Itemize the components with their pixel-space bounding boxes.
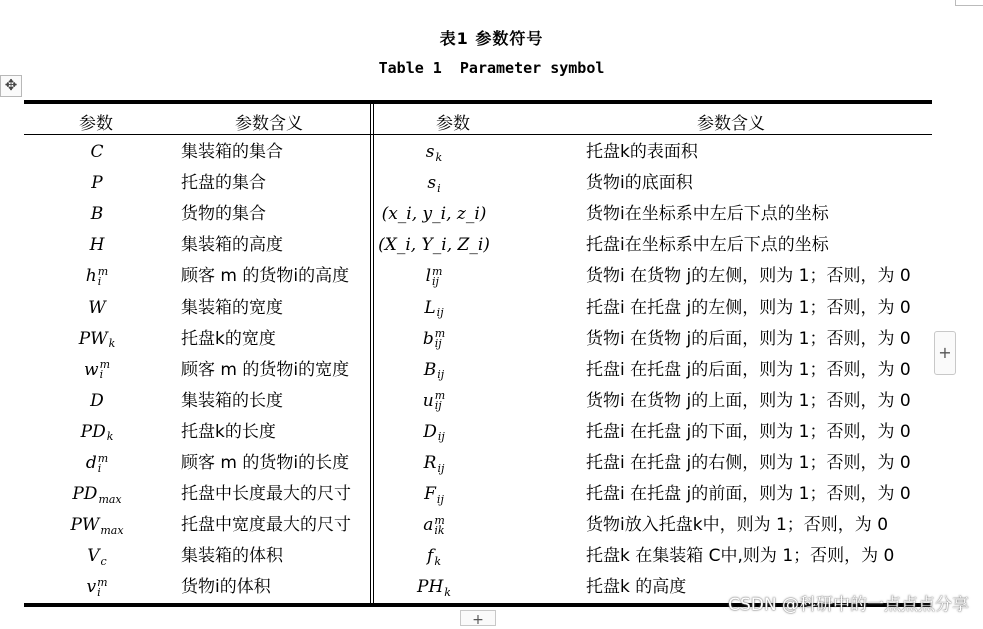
symbol-cell [42,261,152,292]
symbol-cell [42,293,152,324]
header-param-2: 参数 [436,114,470,134]
symbol-subscript: i [97,461,102,475]
symbol-subscript: c [100,554,107,568]
meaning-cell: 托盘k 的高度 [586,577,687,598]
symbol-cell [42,448,152,479]
symbol-cell [42,510,152,541]
symbol-subscript: i [97,585,101,599]
meaning-cell: 托盘中宽度最大的尺寸 [181,515,351,536]
symbol-superscript: m [432,264,443,278]
table-row [24,541,932,572]
meaning-cell: 货物的集合 [181,204,266,225]
symbol-subscript: ij [436,306,444,319]
symbol-base: D [423,421,437,442]
symbol-base: B [423,359,437,380]
symbol-base: PH [417,577,444,598]
meaning-cell: 货物i的底面积 [586,173,693,194]
table-row [24,293,932,324]
symbol-subscript: ij [434,337,442,351]
symbol-base: v [86,577,97,598]
symbol-base: PD [72,484,98,505]
meaning-cell: 集装箱的体积 [181,546,283,567]
table-row [24,417,932,448]
header-meaning-2: 参数含义 [697,114,765,134]
table-row [24,137,932,168]
meaning-cell: 托盘i 在托盘 j的前面，则为 1；否则，为 0 [586,484,911,505]
symbol-subscript: ij [437,430,445,444]
symbol-base: s [425,142,435,162]
symbol-subscript: i [437,181,441,195]
symbol-cell [42,355,152,386]
symbol-base: P [91,173,103,194]
meaning-cell: 托盘k 在集装箱 C中,则为 1；否则，为 0 [586,546,895,567]
meaning-cell: 托盘i 在托盘 j的右侧，则为 1；否则，为 0 [586,453,911,473]
symbol-superscript: m [97,264,109,278]
symbol-cell [374,324,494,355]
symbol-cell [374,510,494,541]
symbol-base: (X_i, Y_i, Z_i) [378,235,490,256]
symbol-cell [374,137,494,168]
symbol-base: b [422,328,434,349]
symbol-cell [42,417,152,448]
symbol-superscript: m [97,575,108,589]
watermark: CSDN @科研中的一点点点分享 [728,595,969,615]
symbol-cell [42,137,152,168]
meaning-cell: 托盘k的表面积 [586,142,698,162]
meaning-cell: 托盘i 在托盘 j的左侧，则为 1；否则，为 0 [586,297,911,318]
table-row [24,448,932,479]
symbol-base: V [87,546,100,567]
symbol-cell [42,168,152,199]
meaning-cell: 托盘i在坐标系中左后下点的坐标 [586,235,829,256]
plus-icon: + [472,612,484,628]
symbol-subscript: max [98,492,122,506]
symbol-subscript: i [99,368,104,382]
symbol-base: PW [78,328,108,349]
meaning-cell: 集装箱的高度 [181,235,283,256]
symbol-base: d [85,453,97,473]
symbol-subscript: k [108,337,116,351]
meaning-cell: 托盘中长度最大的尺寸 [181,484,351,505]
symbol-superscript: m [434,389,446,403]
add-column-button[interactable] [934,331,956,375]
symbol-cell [374,261,494,292]
table-row [24,230,932,261]
symbol-cell [374,355,494,386]
symbol-cell [42,324,152,355]
symbol-cell [374,168,494,199]
meaning-cell: 货物i 在货物 j的后面，则为 1；否则，为 0 [586,328,911,349]
table-row [24,261,932,292]
table-row [24,386,932,417]
symbol-base: f [427,546,434,567]
table-row [24,355,932,386]
table-move-handle[interactable] [0,75,22,97]
symbol-base: H [89,235,105,256]
symbol-superscript: m [97,451,109,465]
symbol-subscript: ij [437,368,445,382]
symbol-base: (x_i, y_i, z_i) [381,204,487,225]
meaning-cell: 顾客 m 的货物i的宽度 [181,359,350,380]
symbol-subscript: ij [437,461,445,475]
table-top-rule [24,100,932,104]
meaning-cell: 托盘k的宽度 [181,328,276,349]
symbol-subscript: ij [434,399,442,413]
plus-icon: + [938,343,952,362]
meaning-cell: 集装箱的长度 [181,390,283,411]
table-row [24,510,932,541]
symbol-cell [374,386,494,417]
symbol-cell [374,417,494,448]
symbol-subscript: ij [432,274,439,288]
symbol-cell [42,572,152,603]
meaning-cell: 托盘i 在托盘 j的下面，则为 1；否则，为 0 [586,421,911,442]
symbol-base: PD [80,421,106,442]
symbol-subscript: k [444,585,451,599]
meaning-cell: 货物i 在货物 j的上面，则为 1；否则，为 0 [586,390,911,411]
table-row [24,324,932,355]
header-meaning-1: 参数含义 [235,114,303,134]
meaning-cell: 集装箱的宽度 [181,297,283,318]
symbol-base: u [422,390,434,411]
symbol-superscript: m [99,358,110,372]
meaning-cell: 托盘i 在托盘 j的后面，则为 1；否则，为 0 [586,359,911,380]
symbol-base: D [90,390,104,411]
table-row [24,199,932,230]
symbol-base: w [84,359,99,380]
symbol-base: F [424,484,436,505]
symbol-superscript: m [434,327,446,341]
symbol-cell [42,479,152,510]
symbol-subscript: i [97,274,102,288]
table-header-rule [24,134,932,135]
meaning-cell: 集装箱的集合 [181,142,283,162]
symbol-subscript: ij [436,492,444,506]
symbol-subscript: k [435,150,443,164]
move-icon: ✥ [4,76,18,94]
symbol-base: PW [70,515,100,536]
symbol-base: L [424,297,436,318]
symbol-subscript: max [100,523,124,537]
symbol-cell [374,541,494,572]
symbol-base: h [85,266,97,287]
symbol-cell [374,199,494,230]
symbol-base: l [425,266,431,287]
symbol-subscript: k [434,554,441,568]
symbol-base: C [90,142,104,162]
symbol-subscript: k [106,430,114,444]
meaning-cell: 顾客 m 的货物i的高度 [181,266,350,287]
symbol-cell [42,541,152,572]
symbol-cell [374,230,494,261]
meaning-cell: 货物i在坐标系中左后下点的坐标 [586,204,829,225]
add-row-button[interactable] [460,610,496,626]
meaning-cell: 货物i的体积 [181,577,271,598]
symbol-superscript: m [434,513,445,527]
symbol-base: s [427,173,437,194]
meaning-cell: 托盘k的长度 [181,421,276,442]
table-caption-cn: 表1 参数符号 [439,29,544,48]
table-caption-en: Table 1 Parameter symbol [378,59,605,77]
symbol-cell [42,386,152,417]
meaning-cell: 托盘的集合 [181,173,266,194]
meaning-cell: 顾客 m 的货物i的长度 [181,453,350,473]
window-corner [955,0,983,6]
meaning-cell: 货物i放入托盘k中，则为 1；否则，为 0 [586,515,889,536]
table-row [24,168,932,199]
symbol-base: R [423,453,437,473]
meaning-cell: 货物i 在货物 j的左侧，则为 1；否则，为 0 [586,266,911,287]
symbol-base: W [88,297,106,318]
symbol-cell [374,479,494,510]
symbol-base: B [90,204,104,225]
symbol-cell [42,199,152,230]
symbol-cell [374,448,494,479]
symbol-cell [42,230,152,261]
symbol-cell [374,572,494,603]
symbol-subscript: ik [434,523,445,537]
table-row [24,479,932,510]
header-param-1: 参数 [79,114,113,134]
symbol-base: a [423,515,434,536]
symbol-cell [374,293,494,324]
